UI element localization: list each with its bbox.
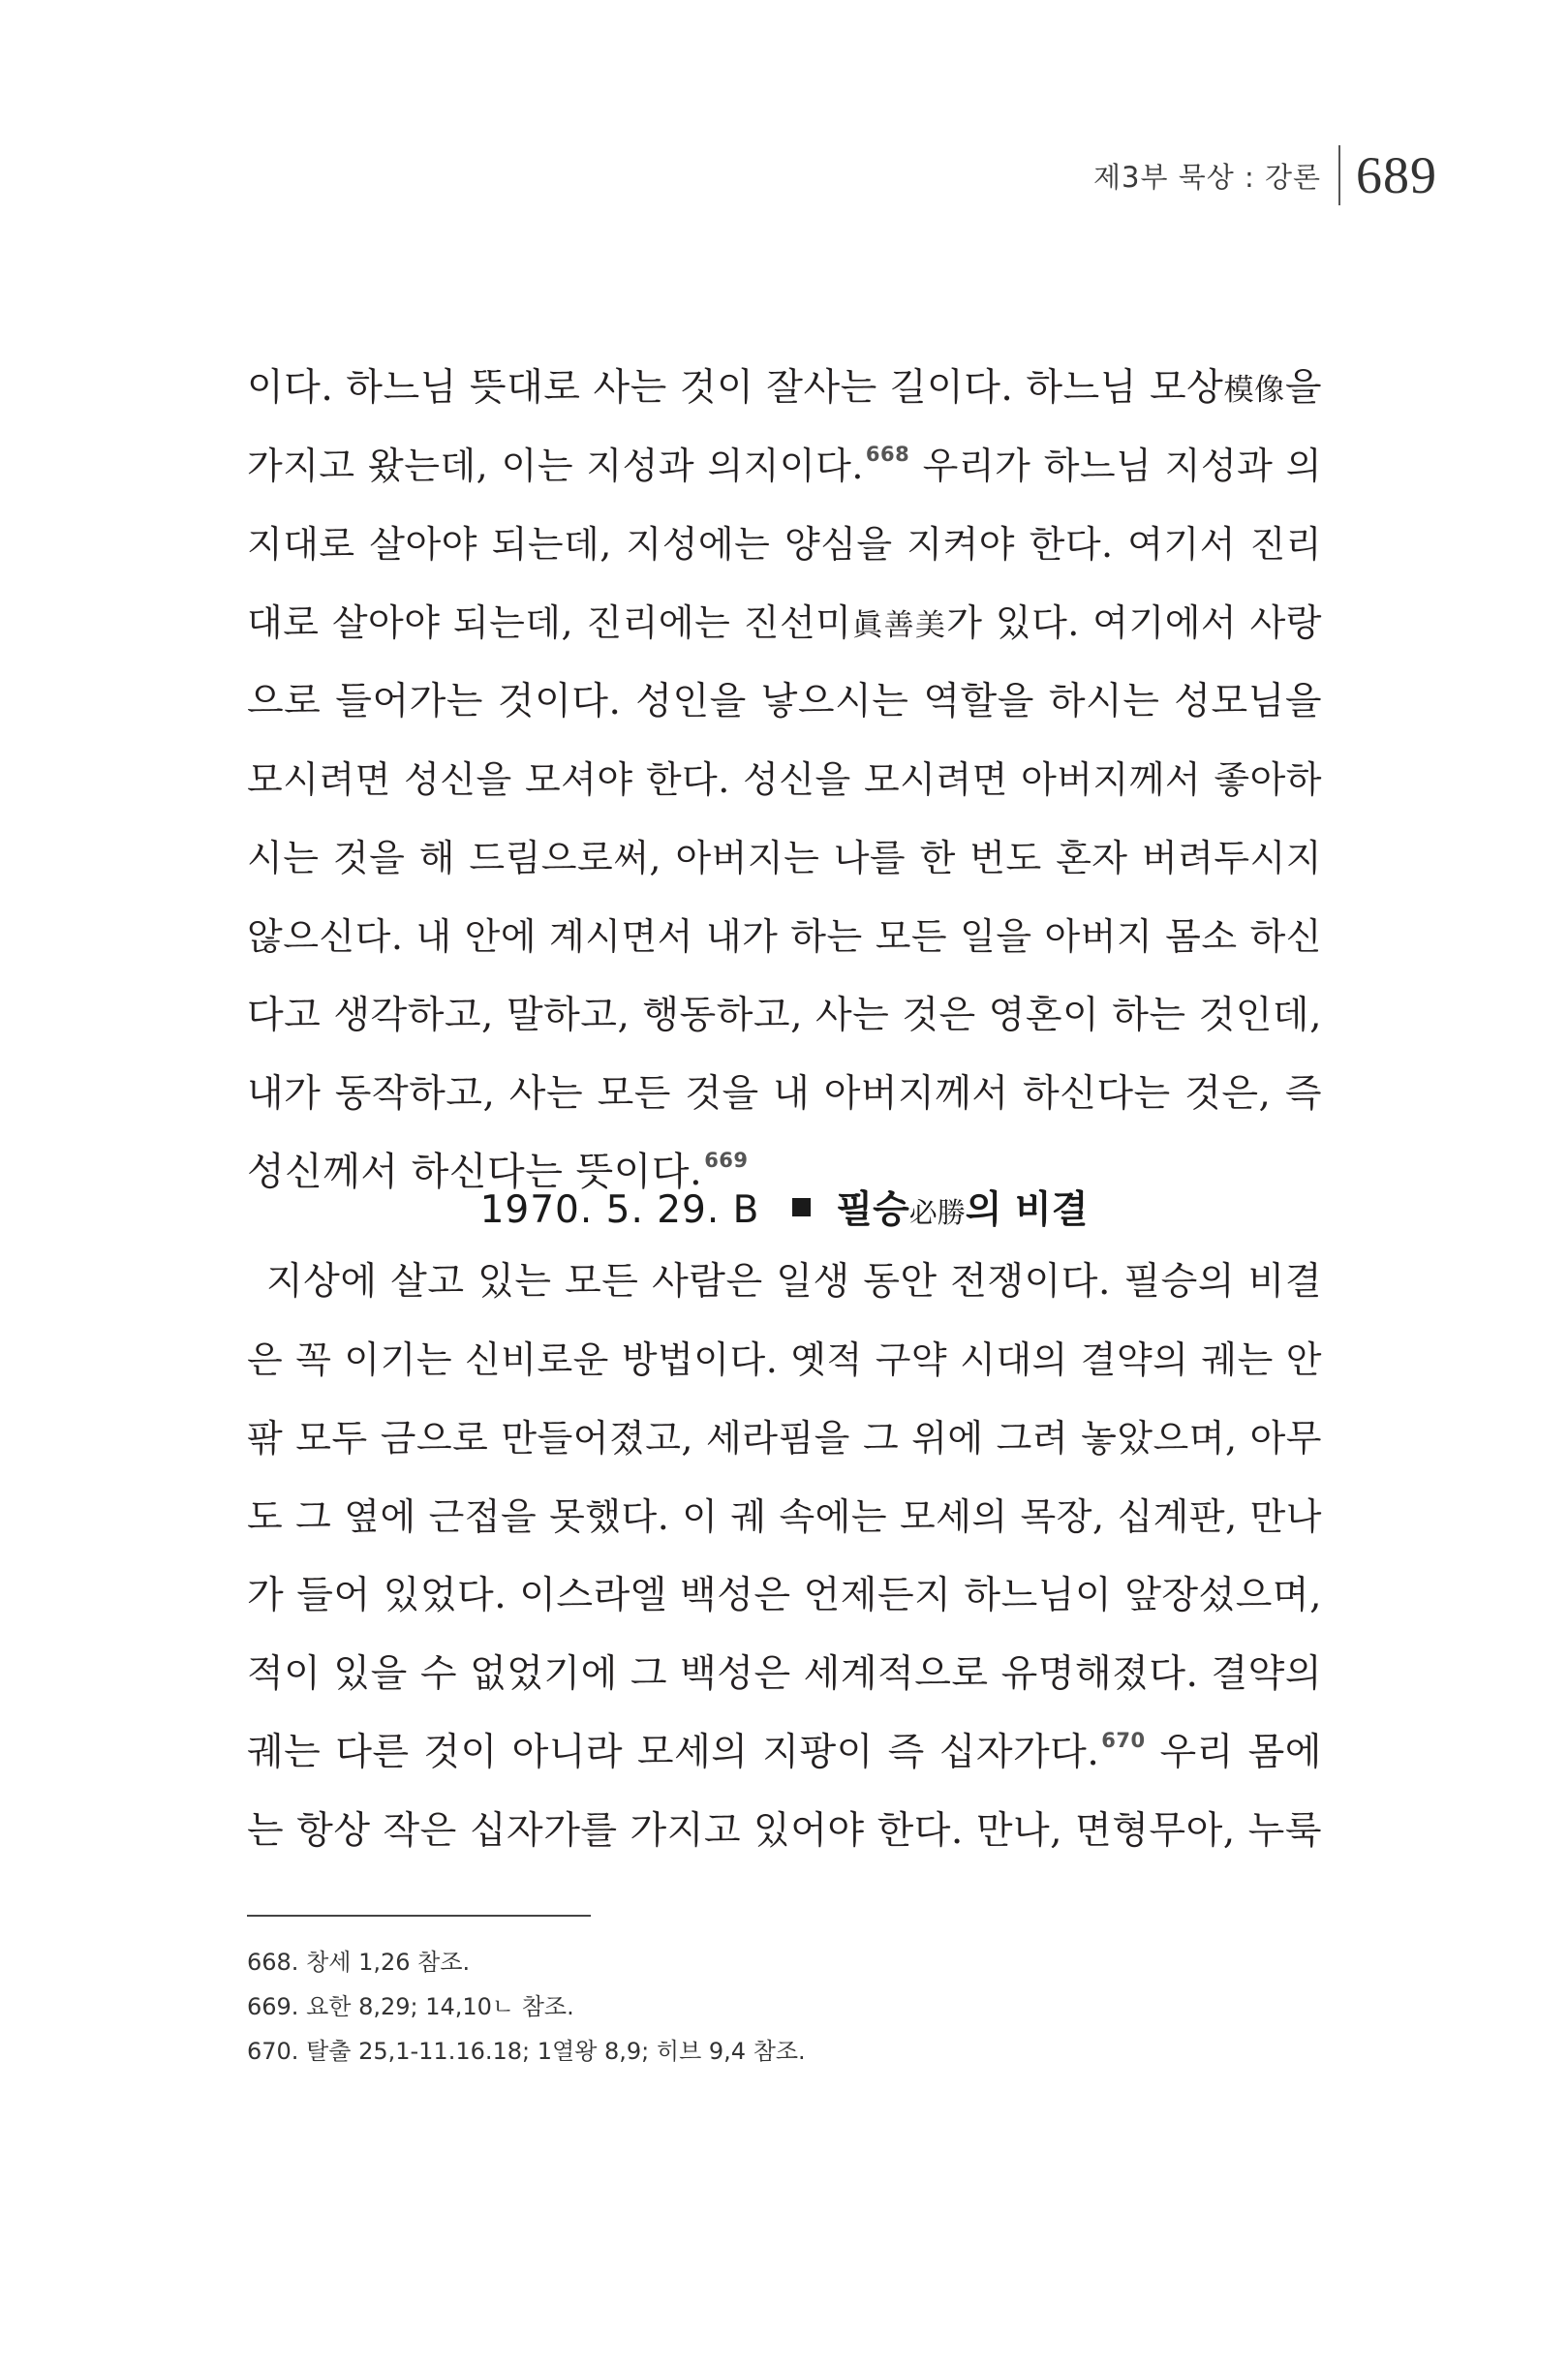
running-header [1093, 145, 1437, 205]
hanja-annotation: 模像 [1223, 373, 1285, 408]
paragraph-1 [247, 349, 1322, 1212]
footnote-separator [247, 1915, 591, 1917]
text-line: 지상에 살고 있는 모든 사람은 일생 동안 전쟁이다. 필승의 비결 [266, 1260, 1322, 1304]
footnote-670: 670. 탈출 25,1-11.16.18; 1열왕 8,9; 히브 9,4 참조. [247, 2038, 806, 2065]
text-line: 다고 생각하고, 말하고, 행동하고, 사는 것은 영혼이 하는 것인데, [247, 994, 1322, 1037]
text-line: 으로 들어가는 것이다. 성인을 낳으시는 역할을 하시는 성모님을 [247, 680, 1322, 723]
homily-date: 1970. 5. 29. B [479, 1188, 760, 1232]
hanja-annotation: 眞善美 [851, 608, 947, 643]
text-line: 은 꼭 이기는 신비로운 방법이다. 옛적 구약 시대의 결약의 궤는 안 [247, 1338, 1322, 1381]
text-line: 않으신다. 내 안에 계시면서 내가 하는 모든 일을 아버지 몸소 하신 [247, 915, 1322, 958]
footnote-ref-668[interactable]: 668 [865, 443, 910, 466]
text-line: 팎 모두 금으로 만들어졌고, 세라핌을 그 위에 그려 놓았으며, 아무 [247, 1417, 1322, 1460]
text-line: 도 그 옆에 근접을 못했다. 이 궤 속에는 모세의 목장, 십계판, 만나 [247, 1495, 1322, 1538]
text-line: 지대로 살아야 되는데, 지성에는 양심을 지켜야 한다. 여기서 진리 [247, 523, 1322, 566]
footnote-ref-669[interactable]: 669 [704, 1149, 749, 1172]
subheading-title: 필승 [836, 1188, 909, 1232]
section-subheading: 1970. 5. 29. B 필승必勝의 비결 [479, 1188, 1089, 1232]
footnote-669: 669. 요한 8,29; 14,10ㄴ 참조. [247, 1993, 574, 2020]
text-line: 모시려면 성신을 모셔야 한다. 성신을 모시려면 아버지께서 좋아하 [247, 758, 1322, 801]
square-bullet-icon [792, 1198, 811, 1216]
footnote-668: 668. 창세 1,26 참조. [247, 1949, 471, 1976]
header-divider [1338, 145, 1340, 205]
page-number: 689 [1356, 146, 1437, 204]
footnote-ref-670[interactable]: 670 [1101, 1729, 1146, 1752]
text-line: 적이 있을 수 없었기에 그 백성은 세계적으로 유명해졌다. 결약의 [247, 1652, 1322, 1696]
text-line: 시는 것을 해 드림으로써, 아버지는 나를 한 번도 혼자 버려두시지 [247, 837, 1322, 879]
text-line: 가지고 왔는데, 이는 지성과 의지이다.$^{668}$ 우리가 하느님 지성과 의 [247, 443, 1322, 487]
text-line: 는 항상 작은 십자가를 가지고 있어야 한다. 만나, 면형무아, 누룩 [247, 1809, 1322, 1853]
paragraph-2 [247, 1243, 1322, 1870]
text-line: 성신께서 하신다는 뜻이다.$^{669}$ [247, 1149, 749, 1194]
text-line: 이다. 하느님 뜻대로 사는 것이 잘사는 길이다. 하느님 모상模像을 [247, 366, 1322, 410]
section-title: 제3부 묵상 : 강론 [1093, 160, 1321, 194]
footnotes [247, 1940, 806, 2074]
text-line: 가 들어 있었다. 이스라엘 백성은 언제든지 하느님이 앞장섰으며, [247, 1574, 1322, 1617]
hanja-annotation: 必勝 [908, 1196, 966, 1229]
text-line: 궤는 다른 것이 아니라 모세의 지팡이 즉 십자가다.$^{670}$ 우리 몸에 [247, 1729, 1322, 1774]
text-line: 대로 살아야 되는데, 진리에는 진선미眞善美가 있다. 여기에서 사랑 [247, 601, 1322, 644]
text-line: 내가 동작하고, 사는 모든 것을 내 아버지께서 하신다는 것은, 즉 [247, 1072, 1322, 1116]
